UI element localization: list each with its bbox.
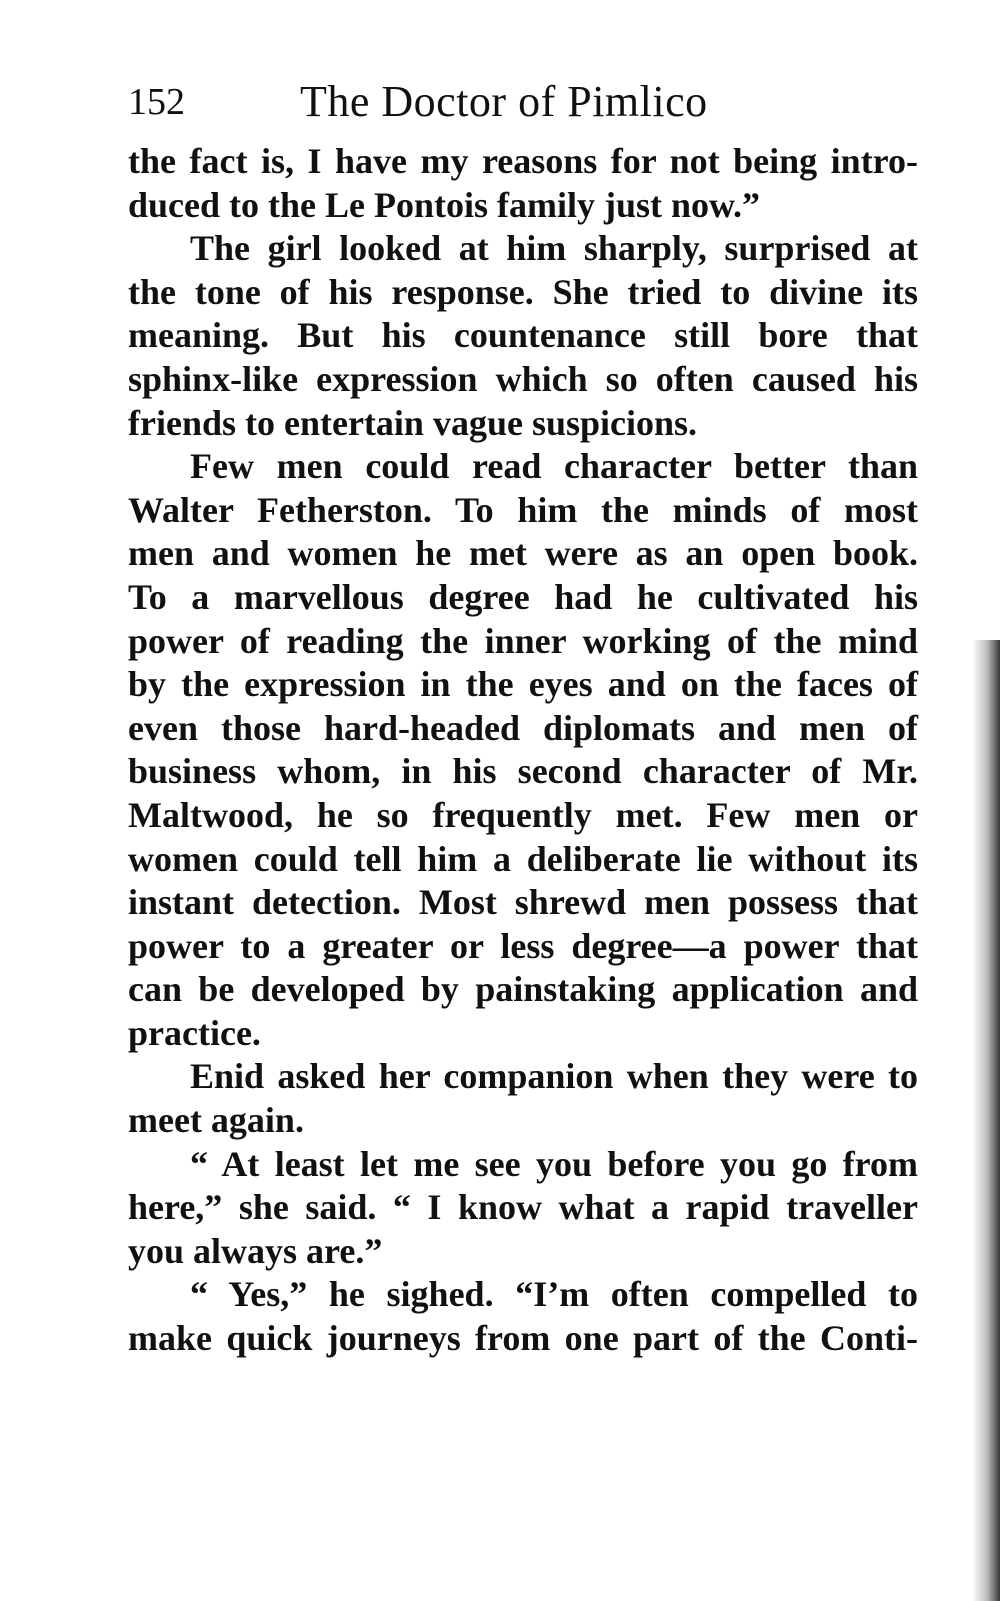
text-line: duced to the Le Pontois family just now.” — [128, 184, 761, 225]
page-binding-shadow — [972, 640, 1000, 1601]
text-line: Enid asked her companion when they were to — [190, 1056, 918, 1097]
text-line: power to a greater or less degree—a power that — [128, 925, 918, 966]
text-line: Walter Fetherston. To him the minds of most — [128, 489, 918, 530]
text-line: “ At least let me see you before you go from — [190, 1143, 918, 1184]
book-title: The Doctor of Pimlico — [300, 77, 708, 126]
running-head — [128, 72, 928, 132]
text-line: sphinx-like expression which so often caused his — [128, 358, 918, 399]
text-line: even those hard-headed diplomats and men of — [128, 707, 918, 748]
text-line: meet again. — [128, 1100, 304, 1141]
body-text — [128, 140, 918, 1361]
text-line: you always are.” — [128, 1230, 383, 1271]
text-line: can be developed by painstaking application and — [128, 969, 918, 1010]
text-line: meaning. But his countenance still bore that — [128, 315, 918, 356]
text-line: the tone of his response. She tried to divine its — [128, 271, 918, 312]
text-line: Few men could read character better than — [190, 446, 918, 487]
text-line: practice. — [128, 1012, 261, 1053]
text-line: women could tell him a deliberate lie without its — [128, 838, 918, 879]
text-line: friends to entertain vague suspicions. — [128, 402, 698, 443]
text-line: the fact is, I have my reasons for not being intro- — [128, 141, 918, 181]
text-line: men and women he met were as an open book. — [128, 533, 918, 574]
text-line: The girl looked at him sharply, surprised at — [190, 228, 918, 269]
page-number: 152 — [128, 81, 185, 123]
text-line: power of reading the inner working of the mind — [128, 620, 918, 661]
text-line: To a marvellous degree had he cultivated his — [128, 576, 918, 617]
text-line: by the expression in the eyes and on the faces of — [128, 664, 918, 705]
text-line: instant detection. Most shrewd men possess that — [128, 882, 918, 923]
text-line: business whom, in his second character of Mr. — [128, 751, 918, 792]
text-line: here,” she said. “ I know what a rapid traveller — [128, 1187, 918, 1228]
text-line: Maltwood, he so frequently met. Few men or — [128, 794, 918, 835]
text-line: make quick journeys from one part of the Conti- — [128, 1318, 918, 1359]
text-line: “ Yes,” he sighed. “I’m often compelled to — [190, 1274, 918, 1315]
